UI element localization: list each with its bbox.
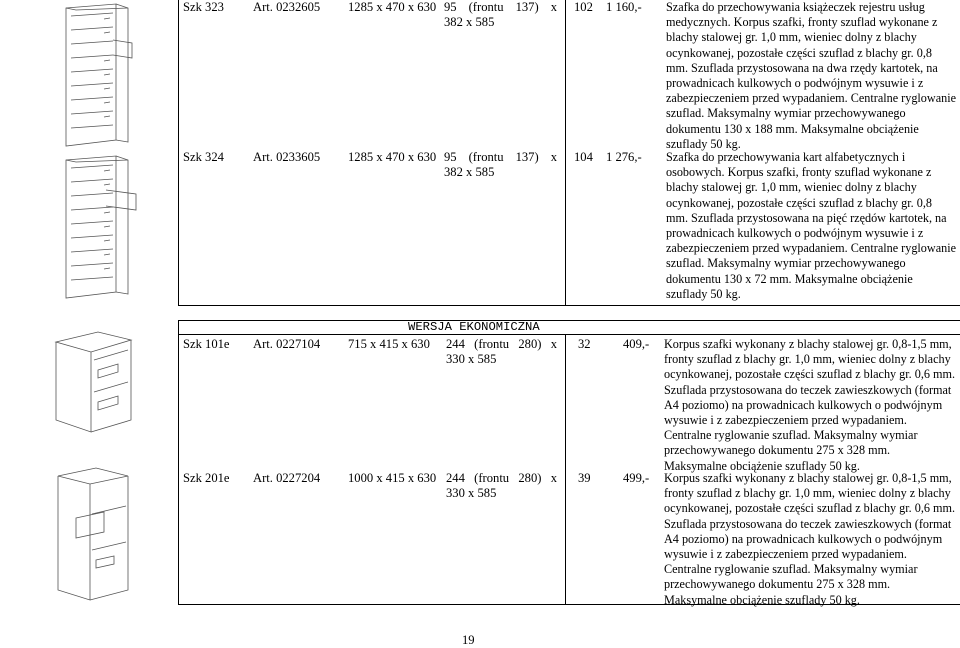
dimensions: 1000 x 415 x 630 <box>348 471 437 485</box>
dimensions: 1285 x 470 x 630 <box>348 150 437 164</box>
section2-border-left <box>178 320 179 605</box>
price: 499,- <box>623 471 650 485</box>
product-code: Szk 101e <box>183 337 230 351</box>
product-code: Szk 324 <box>183 150 224 164</box>
drawer-dims-line2: 382 x 585 <box>444 15 495 29</box>
price: 1 160,- <box>606 0 642 14</box>
quantity: 39 <box>578 471 591 485</box>
section-divider <box>178 305 960 306</box>
description: Szafka do przechowywania książeczek rejestru usług medycznych. Korpus szafki, fronty szuflad wykonane z blachy stalowej gr. 1,0 mm, wieniec dolny z blachy ocynkowanej, pozostałe części szuflad z blachy gr. 0,8 mm. Szuflada przystosowana na dwa rzędy kartotek, na prowadnicach kulkowych o podwójnym wysuwie i z zabezpieczeniem przed wypadaniem. Centralne ryglowanie szuflad. Maksymalny wymiar przechowywanego dokumentu 130 x 188 mm. Maksymalne obciążenie szuflady 50 kg. <box>666 0 956 151</box>
drawer-dims-line1: 95 (frontu 137) x <box>444 0 557 14</box>
price: 409,- <box>623 337 650 351</box>
cabinet-szk323-image <box>46 0 146 150</box>
article-number: Art. 0227104 <box>253 337 321 351</box>
page-number: 19 <box>462 633 475 647</box>
price: 1 276,- <box>606 150 642 164</box>
description: Korpus szafki wykonany z blachy stalowej gr. 0,8-1,5 mm, fronty szuflad z blachy gr. 1,0 mm, wieniec dolny z blachy ocynkowanej, pozostałe części szuflad z blachy gr. 0,6 mm. Szuflada przystosowana do teczek zawieszkowych (format A4 poziomo) na prowadnicach kulkowych o podwójnym wysuwie i z zabezpieczeniem przed wypadaniem. Centralne ryglowanie szuflad. Maksymalny wymiar przechowywanego dokumentu 275 x 328 mm. Maksymalne obciążenie szuflady 50 kg. <box>664 337 956 473</box>
drawer-dims-line2: 330 x 585 <box>446 352 497 366</box>
cabinet-szk201e-image <box>36 466 146 606</box>
article-number: Art. 0227204 <box>253 471 321 485</box>
drawer-dims-line1: 244 (frontu 280) x <box>446 337 557 351</box>
product-code: Szk 201e <box>183 471 230 485</box>
section2-border-right <box>565 334 566 605</box>
description: Korpus szafki wykonany z blachy stalowej gr. 0,8-1,5 mm, fronty szuflad z blachy gr. 1,0 mm, wieniec dolny z blachy ocynkowanej, pozostałe części szuflad z blachy gr. 0,6 mm. Szuflada przystosowana do teczek zawieszkowych (format A4 poziomo) na prowadnicach kulkowych o podwójnym wysuwie i z zabezpieczeniem przed wypadaniem. Centralne ryglowanie szuflad. Maksymalny wymiar przechowywanego dokumentu 275 x 328 mm. Maksymalne obciążenie szuflady 50 kg. <box>664 471 956 607</box>
product-code: Szk 323 <box>183 0 224 14</box>
table-border-right <box>565 0 566 306</box>
article-number: Art. 0233605 <box>253 150 321 164</box>
drawer-dims-line2: 382 x 585 <box>444 165 495 179</box>
description: Szafka do przechowywania kart alfabetycznych i osobowych. Korpus szafki, fronty szuflad wykonane z blachy stalowej gr. 1,0 mm, wieniec dolny z blachy ocynkowanej, pozostałe części szuflad z blachy gr. 0,8 mm. Szuflada przystosowana na pięć rzędów kartotek, na prowadnicach kulkowych o podwójnym wysuwie i z zabezpieczeniem przed wypadaniem. Centralne ryglowanie szuflad. Maksymalny wymiar przechowywanego dokumentu 130 x 72 mm. Maksymalne obciążenie szuflady 50 kg. <box>666 150 956 301</box>
cabinet-szk101e-image <box>36 328 146 448</box>
drawer-dims-line1: 244 (frontu 280) x <box>446 471 557 485</box>
drawer-dims-line2: 330 x 585 <box>446 486 497 500</box>
drawer-dims-line1: 95 (frontu 137) x <box>444 150 557 164</box>
table-border-left <box>178 0 179 306</box>
cabinet-szk324-image <box>46 152 146 302</box>
article-number: Art. 0232605 <box>253 0 321 14</box>
quantity: 32 <box>578 337 591 351</box>
quantity: 102 <box>574 0 593 14</box>
dimensions: 715 x 415 x 630 <box>348 337 430 351</box>
section2-top-border <box>178 320 960 321</box>
section2-header-border <box>178 334 960 335</box>
quantity: 104 <box>574 150 593 164</box>
dimensions: 1285 x 470 x 630 <box>348 0 437 14</box>
section-header: WERSJA EKONOMICZNA <box>408 320 540 334</box>
